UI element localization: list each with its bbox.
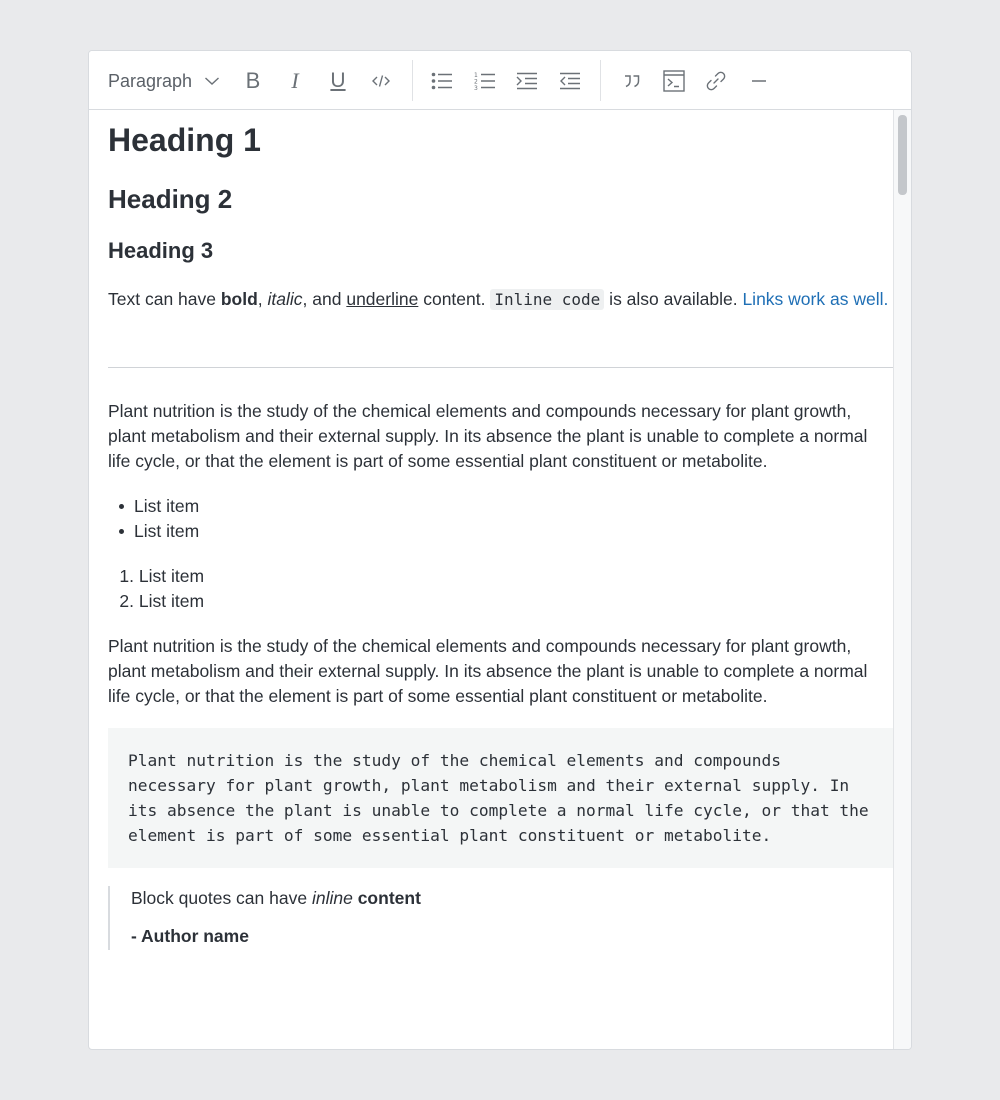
code-icon bbox=[371, 74, 391, 88]
quote-author: - Author name bbox=[131, 926, 249, 946]
svg-text:1: 1 bbox=[474, 72, 478, 79]
text-span: content. bbox=[418, 289, 491, 309]
blockquote bbox=[108, 886, 421, 950]
link-icon bbox=[705, 70, 727, 92]
list-item bbox=[108, 564, 204, 589]
rich-text-editor bbox=[88, 50, 912, 1050]
indent-icon bbox=[516, 72, 538, 90]
quote-text bbox=[131, 886, 421, 911]
paragraph: Plant nutrition is the study of the chemical elements and compounds necessary for plant growth, plant metabolism and their external supply. In its absence the plant is unable to complete a normal life cycle, or that the element is part of some essential plant constituent or metabolite. bbox=[108, 401, 868, 471]
list-item-text: List item bbox=[134, 521, 200, 541]
heading-2: Heading 2 bbox=[108, 184, 233, 214]
bullet-list-button[interactable] bbox=[425, 65, 459, 97]
block-format-label: Paragraph bbox=[108, 70, 193, 91]
code-block bbox=[108, 728, 893, 868]
code-block-icon bbox=[663, 70, 685, 92]
list-number: 1. bbox=[119, 566, 134, 586]
text-span: , and bbox=[302, 289, 347, 309]
inline-code: Inline code bbox=[490, 289, 604, 310]
link-button[interactable] bbox=[699, 65, 733, 97]
indent-button[interactable] bbox=[510, 65, 544, 97]
text-span: , bbox=[257, 289, 268, 309]
text-span: Block quotes can have bbox=[131, 888, 312, 908]
underline-text: underline bbox=[346, 289, 419, 309]
editor-content[interactable] bbox=[89, 110, 893, 1050]
heading-3: Heading 3 bbox=[108, 238, 214, 263]
bold-icon: B bbox=[245, 68, 261, 93]
bold-button[interactable] bbox=[236, 65, 270, 97]
italic-button[interactable] bbox=[278, 65, 312, 97]
numbered-list-button[interactable] bbox=[468, 65, 502, 97]
outdent-icon bbox=[559, 72, 581, 90]
list-item-text: List item bbox=[138, 591, 205, 611]
svg-text:2: 2 bbox=[474, 78, 478, 86]
svg-text:3: 3 bbox=[474, 85, 478, 90]
code-block-button[interactable] bbox=[657, 65, 691, 97]
link[interactable]: Links work as well. bbox=[742, 289, 889, 309]
horizontal-rule-button[interactable] bbox=[742, 65, 776, 97]
bullet-marker bbox=[119, 529, 124, 534]
list-item-text: List item bbox=[138, 566, 205, 586]
horizontal-rule-icon bbox=[751, 79, 767, 83]
list-number: 2. bbox=[119, 591, 134, 611]
scrollbar-thumb[interactable] bbox=[898, 115, 907, 195]
text-span: Text can have bbox=[108, 289, 221, 309]
blockquote-button[interactable] bbox=[615, 65, 649, 97]
block-format-select[interactable] bbox=[108, 67, 220, 95]
numbered-list-icon bbox=[474, 72, 496, 90]
italic-text: italic bbox=[267, 289, 303, 309]
toolbar-separator bbox=[412, 60, 413, 101]
bold-text: content bbox=[357, 888, 421, 908]
vertical-scrollbar[interactable] bbox=[893, 110, 911, 1050]
text-span: is also available. bbox=[604, 289, 743, 309]
editor-toolbar bbox=[89, 51, 911, 110]
code-block-text: Plant nutrition is the study of the chemical elements and compounds necessary for plant growth, plant metabolism and their external supply. In its absence the plant is unable to complete a normal life cycle, or that the element is part of some essential plant constituent or metabolite. bbox=[128, 751, 869, 845]
horizontal-rule bbox=[108, 367, 893, 368]
heading-1: Heading 1 bbox=[108, 122, 261, 158]
numbered-list bbox=[108, 564, 204, 614]
inline-formatting-paragraph bbox=[108, 287, 893, 312]
bold-text: bold bbox=[220, 289, 258, 309]
chevron-down-icon bbox=[204, 76, 220, 86]
list-item-text: List item bbox=[134, 496, 200, 516]
bullet-marker bbox=[119, 504, 124, 509]
list-item bbox=[108, 589, 204, 614]
list-item bbox=[108, 519, 199, 544]
toolbar-separator bbox=[600, 60, 601, 101]
bullet-list bbox=[108, 494, 199, 544]
paragraph: Plant nutrition is the study of the chemical elements and compounds necessary for plant growth, plant metabolism and their external supply. In its absence the plant is unable to complete a normal life cycle, or that the element is part of some essential plant constituent or metabolite. bbox=[108, 636, 868, 706]
bullet-list-icon bbox=[431, 72, 453, 90]
italic-text: inline bbox=[311, 888, 353, 908]
list-item bbox=[108, 494, 199, 519]
inline-code-button[interactable] bbox=[364, 65, 398, 97]
underline-button[interactable] bbox=[321, 65, 355, 97]
italic-icon: I bbox=[291, 68, 299, 93]
underline-icon: U bbox=[330, 69, 346, 92]
outdent-button[interactable] bbox=[553, 65, 587, 97]
blockquote-icon bbox=[623, 74, 641, 88]
